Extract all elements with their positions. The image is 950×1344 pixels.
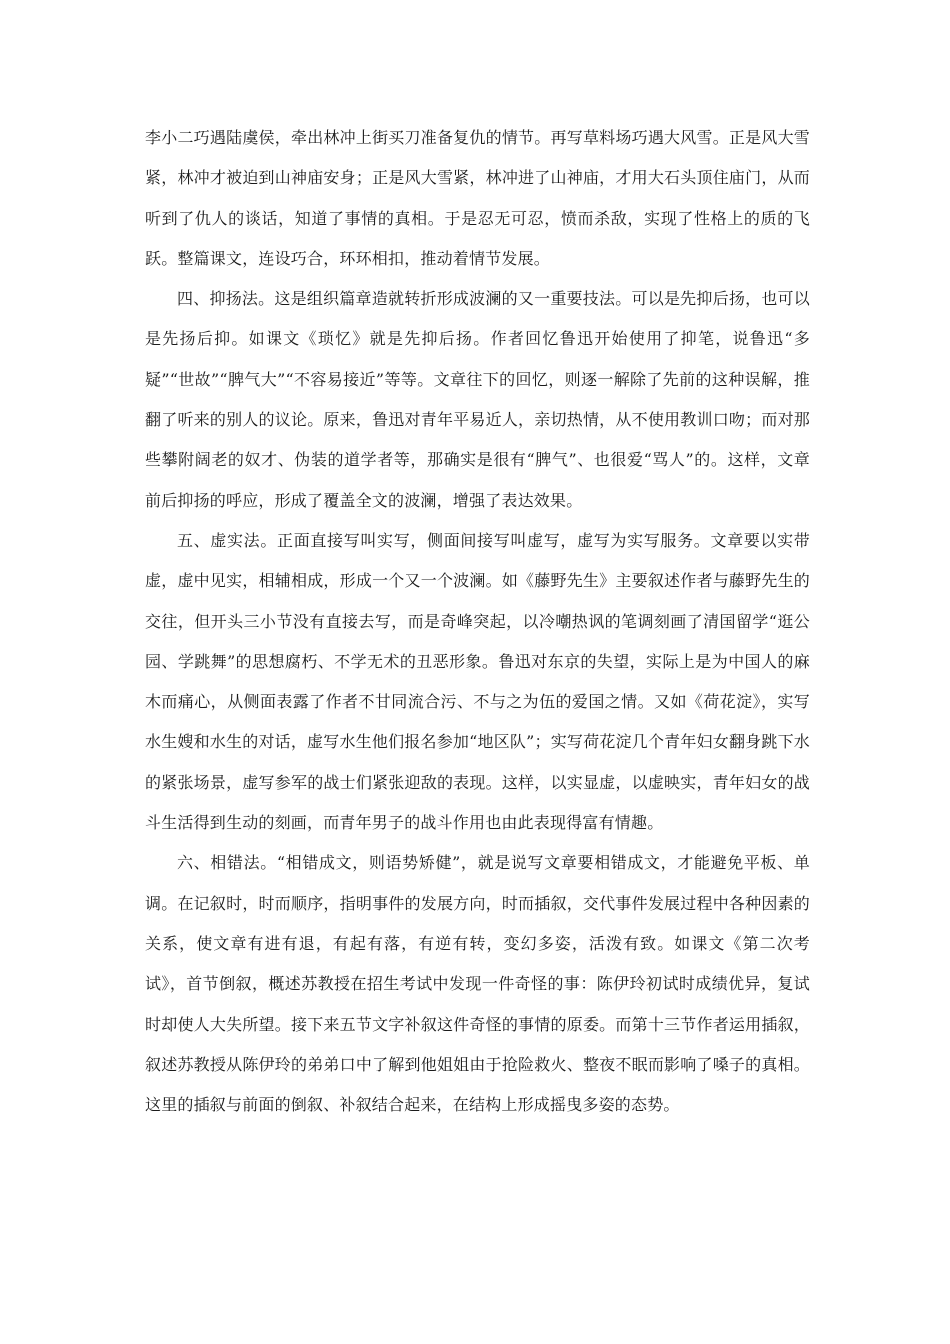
paragraph-continuation: 李小二巧遇陆虞侯，牵出林冲上街买刀准备复仇的情节。再写草料场巧遇大风雪。正是风大雪紧，林冲才被迫到山神庙安身；正是风大雪紧，林冲进了山神庙，才用大石头顶住庙门，从而听到了仇人的谈话，知道了事情的真相。于是忍无可忍，愤而杀敌，实现了性格上的质的飞跃。整篇课文，连设巧合，环环相扣，推动着情节发展。 <box>145 128 810 268</box>
paragraph-xiangcuo-method: 六、相错法。“相错成文，则语势矫健”，就是说写文章要相错成文，才能避免平板、单调。在记叙时，时而顺序，指明事件的发展方向，时而插叙，交代事件发展过程中各种因素的关系，使文章有进有退，有起有落，有逆有转，变幻多姿，活泼有致。如课文《第二次考试》，首节倒叙，概述苏教授在招生考试中发现一件奇怪的事：陈伊玲初试时成绩优异，复试时却使人大失所望。接下来五节文字补叙这件奇怪的事情的原委。而第十三节作者运用插叙，叙述苏教授从陈伊玲的弟弟口中了解到他姐姐由于抢险救火、整夜不眠而影响了嗓子的真相。这里的插叙与前面的倒叙、补叙结合起来，在结构上形成摇曳多姿的态势。 <box>145 853 810 1115</box>
document-body <box>145 118 810 1125</box>
paragraph-xushi-method: 五、虚实法。正面直接写叫实写，侧面间接写叫虚写，虚写为实写服务。文章要以实带虚，虚中见实，相辅相成，形成一个又一个波澜。如《藤野先生》主要叙述作者与藤野先生的交往，但开头三小节没有直接去写，而是奇峰突起，以冷嘲热讽的笔调刻画了清国留学“逛公园、学跳舞”的思想腐朽、不学无术的丑恶形象。鲁迅对东京的失望，实际上是为中国人的麻木而痛心，从侧面表露了作者不甘同流合污、不与之为伍的爱国之情。又如《荷花淀》，实写水生嫂和水生的对话，虚写水生他们报名参加“地区队”；实写荷花淀几个青年妇女翻身跳下水的紧张场景，虚写参军的战士们紧张迎敌的表现。这样，以实显虚，以虚映实，青年妇女的战斗生活得到生动的刻画，而青年男子的战斗作用也由此表现得富有情趣。 <box>145 530 810 833</box>
paragraph-yiyang-method: 四、抑扬法。这是组织篇章造就转折形成波澜的又一重要技法。可以是先抑后扬，也可以是先扬后抑。如课文《琐忆》就是先抑后扬。作者回忆鲁迅开始使用了抑笔，说鲁迅“多疑”“世故”“脾气大”“不容易接近”等等。文章往下的回忆，则逐一解除了先前的这种误解，推翻了听来的别人的议论。原来，鲁迅对青年平易近人，亲切热情，从不使用教训口吻；而对那些攀附阔老的奴才、伪装的道学者等，那确实是很有“脾气”、也很爱“骂人”的。这样，文章前后抑扬的呼应，形成了覆盖全文的波澜，增强了表达效果。 <box>145 289 810 510</box>
